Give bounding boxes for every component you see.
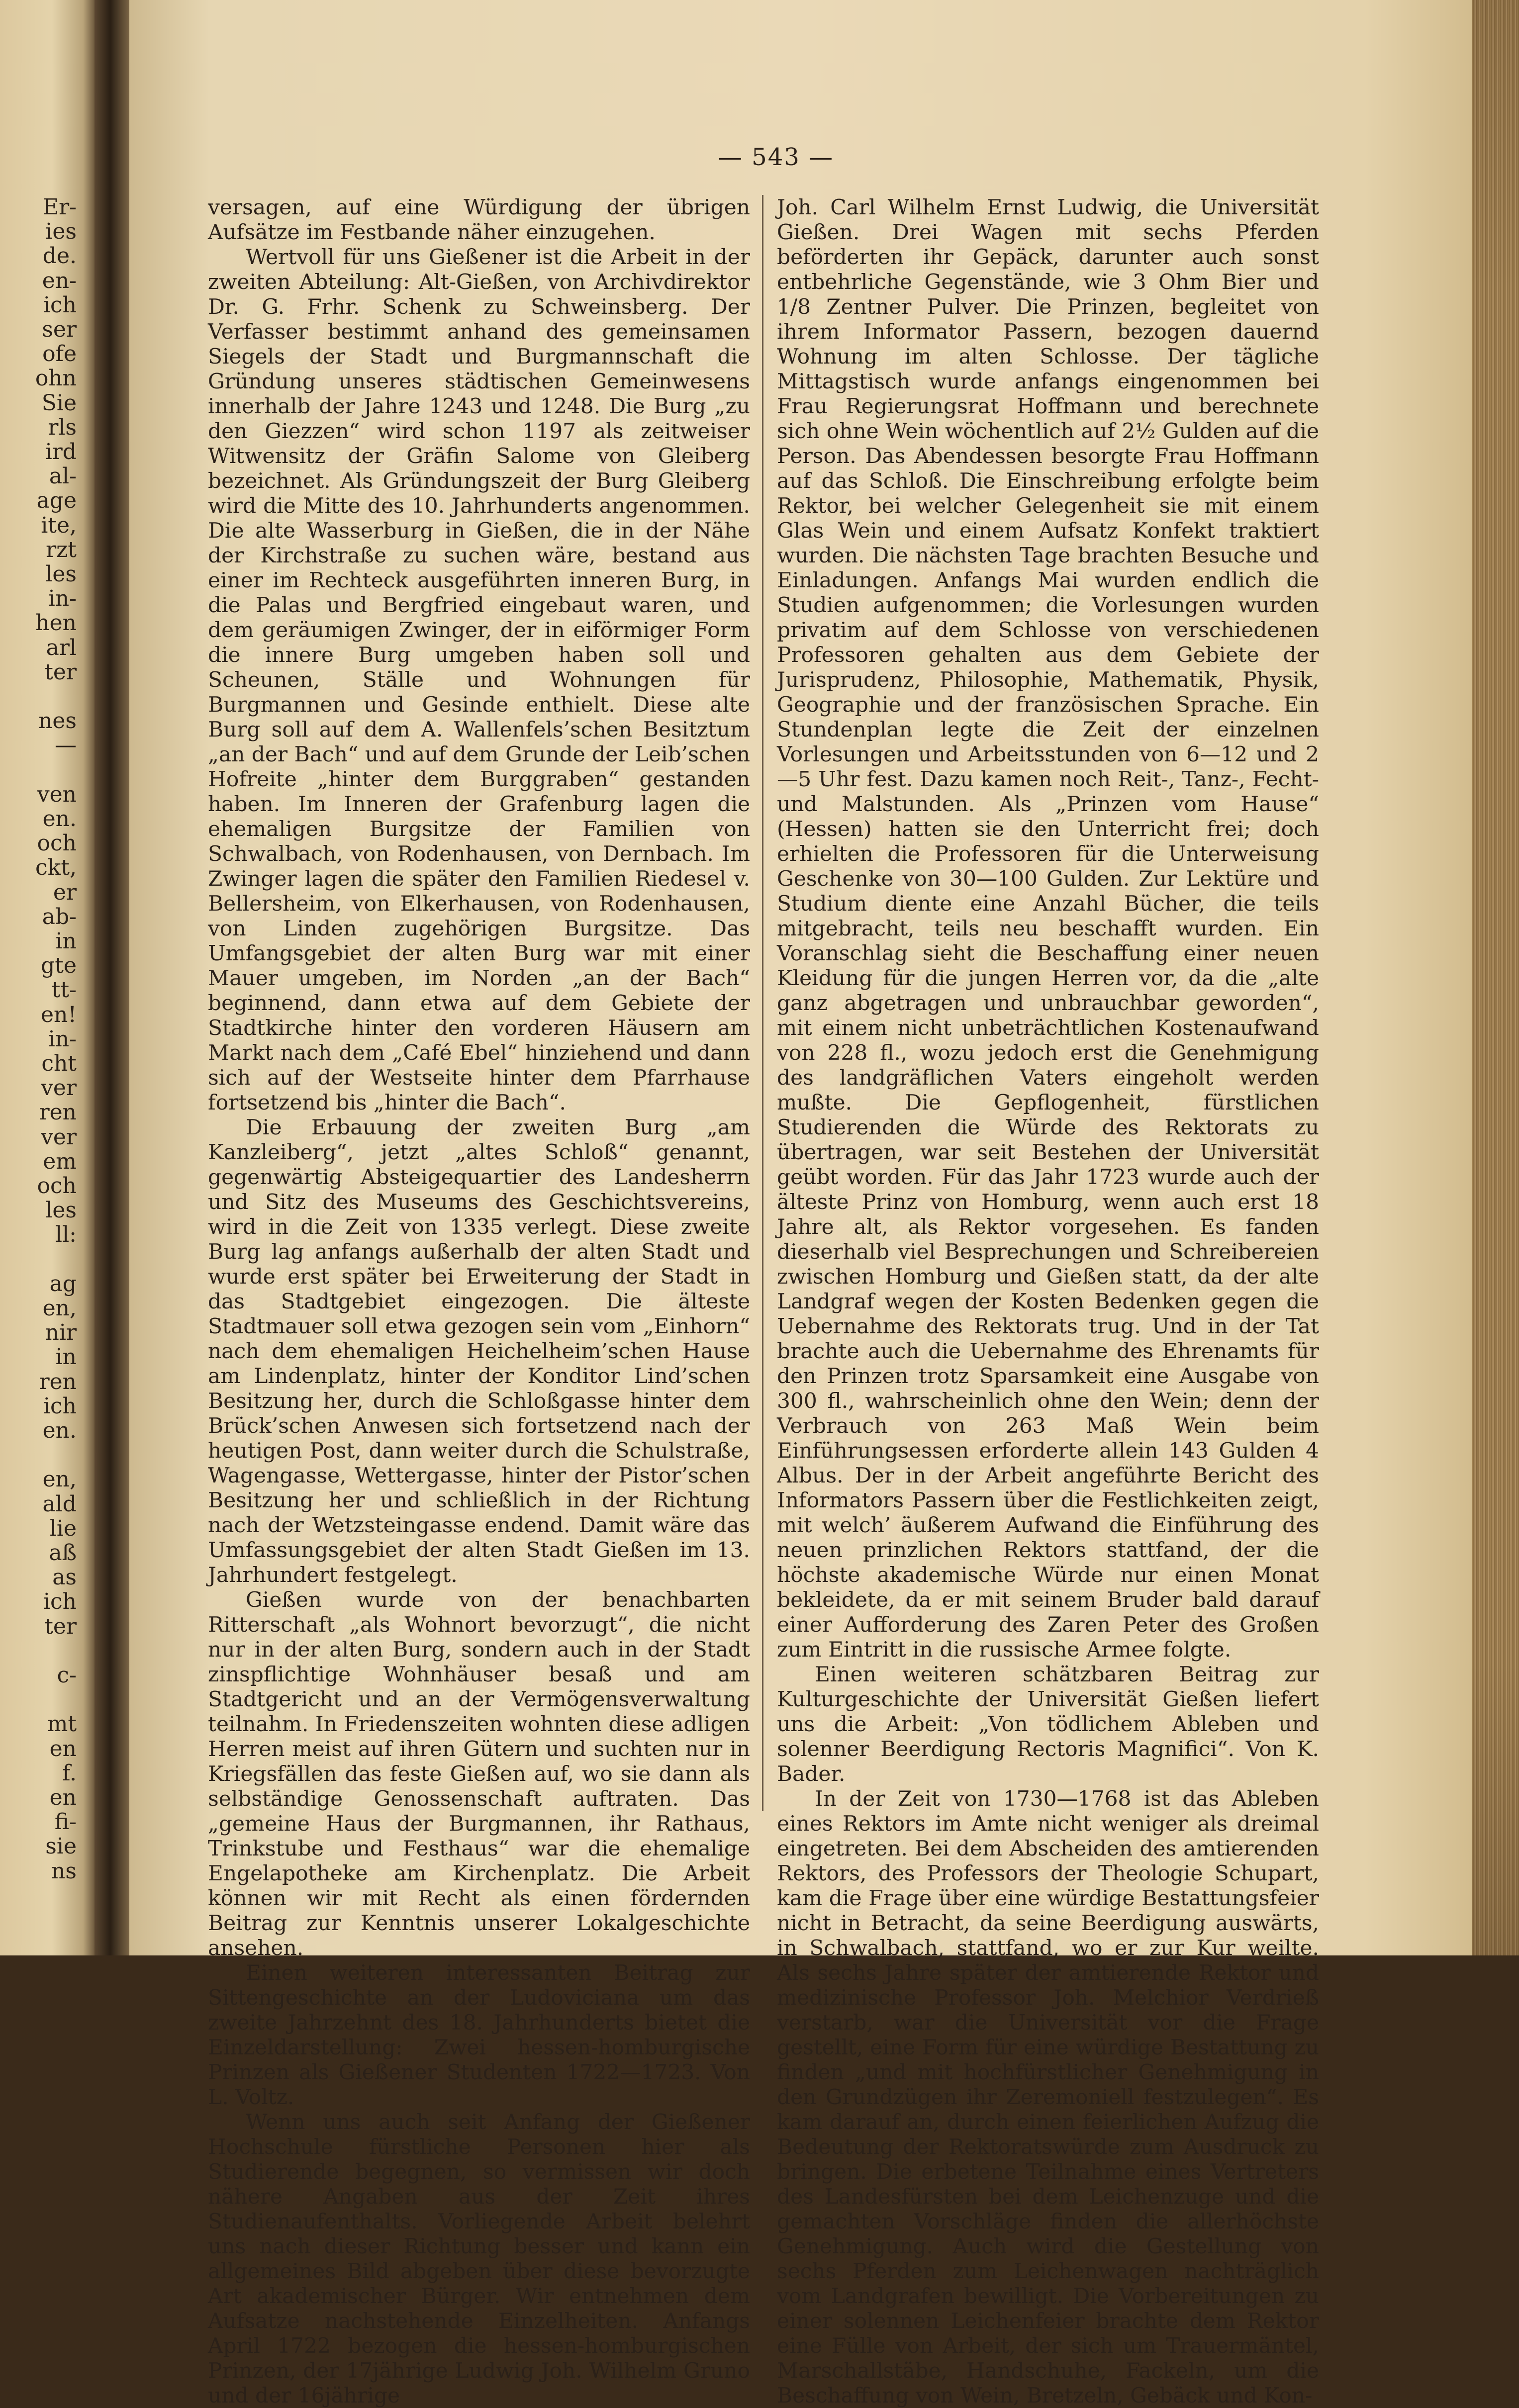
facing-page-line-fragment: ald [42,1491,77,1517]
facing-page-line-fragment: ofe [42,341,77,367]
facing-page-line-fragment: er [53,879,77,905]
facing-page-line-fragment: en. [42,1418,77,1443]
paragraph: Wenn uns auch seit Anfang der Gießener Hochschule fürstliche Personen hier als Studierende begegnen, so vermissen wir doch nähere Angaben aus der Zeit ihres Studienaufenthalts. Vorliegende Arbeit belehrt uns nach dieser Richtung besser und kann ein allgemeines Bild abgeben über diese bevorzugte Art akademischer Bürger. Wir entnehmen dem Aufsatze nachstehende Einzelheiten. Anfangs April 1722 bezogen die hessen-homburgischen Prinzen, der 17jährige Ludwig Joh. Wilhelm Gruno und der 16jährige [208,2110,750,2408]
facing-page-line-fragment: — [55,733,77,758]
facing-page-line-fragment: les [45,561,77,587]
facing-page-line-fragment: ite, [41,512,77,538]
paragraph: Einen weiteren interessanten Beitrag zur Sittengeschichte an der Ludoviciana um das zweite Jahrzehnt des 18. Jahrhunderts bietet die Einzeldarstellung: Zwei hessen-homburgische Prinzen als Gießener Studenten 1722—1723. Von L. Voltz. [208,1960,750,2109]
paragraph: Gießen wurde von der benachbarten Ritterschaft „als Wohnort bevorzugt“, die nicht nur in der alten Burg, sondern auch in der Stadt zinspflichtige Wohnhäuser besaß und am Stadtgericht und an der Vermögensverwaltung teilnahm. In Friedenszeiten wohnten diese adligen Herren meist auf ihren Gütern und suchten nur in Kriegsfällen das feste Gießen auf, wo sie dann als selbständige Genossenschaft auftraten. Das „gemeine Haus der Burgmannen, ihr Rathaus, Trinkstube und Festhaus“ war die ehemalige Engelapotheke am Kirchenplatz. Die Arbeit können wir mit Recht als einen fördernden Beitrag zur Kenntnis unserer Lokalgeschichte ansehen. [208,1587,750,1960]
facing-page-line-fragment: in [55,928,77,954]
facing-page-line-fragment: Sie [41,390,77,416]
facing-page-line-fragment: ser [42,317,77,342]
facing-page-line-fragment: f. [62,1760,77,1786]
book-gutter [95,0,129,1955]
facing-page-line-fragment: ich [43,292,77,318]
text-column-right [777,195,1319,2408]
facing-page-line-fragment: aß [49,1540,77,1566]
facing-page-line-fragment: in- [48,1026,77,1052]
facing-page-line-fragment: ns [51,1858,77,1884]
paragraph: In der Zeit von 1730—1768 ist das Ableben eines Rektors im Amte nicht weniger als dreimal eingetreten. Bei dem Abscheiden des amtierenden Rektors, des Professors der Theologie Schupart, kam die Frage über eine würdige Bestattungsfeier nicht in Betracht, da seine Beerdigung auswärts, in Schwalbach, stattfand, wo er zur Kur weilte. Als sechs Jahre später der amtierende Rektor und medizinische Professor Joh. Melchior Verdrieß verstarb, war die Universität vor die Frage gestellt, eine Form für eine würdige Bestattung zu finden „und mit hochfürstlicher Genehmigung in den Grundzügen ihr Zeremoniell festzulegen“. Es kam darauf an, durch einen feierlichen Aufzug die Bedeutung der Rektoratswürde zum Ausdruck zu bringen. Die erbetene Teilnahme eines Vertreters des Landesfürsten bei dem Leichenzuge und die gemachten Vorschläge finden die allerhöchste Genehmigung. Auch wird die Gestellung von sechs Pferden zum Leichenwagen nachträglich vom Landgrafen bewilligt. Die Vorbereitungen zu einer solennen Leichenfeier brachte dem Rektor eine Fülle von Arbeit, der sich um Trauermäntel, Marschallstäbe, Handschuhe, Fackeln, um die Beschaffung von Wein, Bretzeln, Gebäck und Kon- [777,1786,1319,2408]
facing-page-line-fragment: ckt, [35,855,77,881]
facing-page-line-fragment: en, [42,1296,77,1321]
facing-page-line-fragment: och [37,831,77,856]
facing-page-line-fragment: nes [38,708,77,734]
facing-page-line-fragment: ven [37,781,77,807]
facing-page-line-fragment: ren [39,1100,77,1125]
facing-page-line-fragment: ies [45,219,77,245]
facing-page-line-fragment: c- [57,1663,77,1688]
facing-page-left [0,0,95,1955]
facing-page-line-fragment: ich [43,1393,77,1419]
facing-page-line-fragment: lie [49,1515,77,1541]
facing-page-line-fragment: ter [44,1613,77,1639]
facing-page-line-fragment: ter [44,659,77,685]
facing-page-line-fragment: ll: [55,1222,77,1248]
paragraph: Wertvoll für uns Gießener ist die Arbeit in der zweiten Abteilung: Alt-Gießen, von Archivdirektor Dr. G. Frhr. Schenk zu Schweinsberg. Der Verfasser bestimmt anhand des gemeinsamen Siegels der Stadt und Burgmannschaft die Gründung unseres städtischen Gemeinwesens innerhalb der Jahre 1243 und 1248. Die Burg „zu den Giezzen“ wird schon 1197 als zeitweiser Witwensitz der Gräfin Salome von Gleiberg bezeichnet. Als Gründungszeit der Burg Gleiberg wird die Mitte des 10. Jahrhunderts angenommen. Die alte Wasserburg in Gießen, die in der Nähe der Kirchstraße zu suchen wäre, bestand aus einer im Rechteck ausgeführten inneren Burg, in die Palas und Bergfried eingebaut waren, und dem geräumigen Zwinger, der in eiförmiger Form die innere Burg umgeben haben soll und Scheunen, Ställe und Wohnungen für Burgmannen und Gesinde enthielt. Diese alte Burg soll auf dem A. Wallenfels’schen Besitztum „an der Bach“ und auf dem Grunde der Leib’schen Hofreite „hinter dem Burggraben“ gestanden haben. Im Inneren der Grafenburg lagen die ehemaligen Burgsitze der Familien von Schwalbach, von Rodenhausen, von Dernbach. Im Zwinger lagen die später den Familien Riedesel v. Bellersheim, von Elkerhausen, von Rodenhausen, von Linden zugehörigen Burgsitze. Das Umfangsgebiet der alten Burg war mit einer Mauer umgeben, im Norden „an der Bach“ beginnend, dann etwa auf dem Gebiete der Stadtkirche hinter den vorderen Häusern am Markt nach dem „Café Ebel“ hinziehend und dann sich auf der Westseite hinter dem Pfarrhause fortsetzend bis „hinter die Bach“. [208,245,750,1114]
facing-page-line-fragment: tt- [51,977,77,1003]
paragraph: Joh. Carl Wilhelm Ernst Ludwig, die Universität Gießen. Drei Wagen mit sechs Pferden beförderten ihr Gepäck, darunter auch sonst entbehrliche Gegenstände, wie 3 Ohm Bier und 1/8 Zentner Pulver. Die Prinzen, begleitet von ihrem Informator Passern, bezogen dauernd Wohnung im alten Schlosse. Der tägliche Mittagstisch wurde anfangs eingenommen bei Frau Regierungsrat Hoffmann und berechnete sich ohne Wein wöchentlich auf 2½ Gulden auf die Person. Das Abendessen besorgte Frau Hoffmann auf das Schloß. Die Einschreibung erfolgte beim Rektor, bei welcher Gelegenheit sie mit einem Glas Wein und einem Aufsatz Konfekt traktiert wurden. Die nächsten Tage brachten Besuche und Einladungen. Anfangs Mai wurden endlich die Studien aufgenommen; die Vorlesungen wurden privatim auf dem Schlosse von verschiedenen Professoren gehalten aus dem Gebiete der Jurisprudenz, Philosophie, Mathematik, Physik, Geographie und der französischen Sprache. Ein Stundenplan legte die Zeit der einzelnen Vorlesungen und Arbeitsstunden von 6—12 und 2—5 Uhr fest. Dazu kamen noch Reit-, Tanz-, Fecht- und Malstunden. Als „Prinzen vom Hause“ (Hessen) hatten sie den Unterricht frei; doch erhielten die Professoren für die Unterweisung Geschenke von 30—100 Gulden. Zur Lektüre und Studium diente eine Anzahl Bücher, die teils mitgebracht, teils neu beschafft wurden. Ein Voranschlag sieht die Beschaffung einer neuen Kleidung für die jungen Herren vor, da die „alte ganz abgetragen und unbrauchbar geworden“, mit einem nicht unbeträchtlichen Kostenaufwand von 228 fl., wozu jedoch erst die Genehmigung des landgräflichen Vaters eingeholt werden mußte. Die Gepflogenheit, fürstlichen Studierenden die Würde des Rektorats zu übertragen, war seit Bestehen der Universität geübt worden. Für das Jahr 1723 wurde auch der älteste Prinz von Homburg, wenn auch erst 18 Jahre alt, als Rektor vorgesehen. Es fanden dieserhalb viel Besprechungen und Schreibereien zwischen Homburg und Gießen statt, da der alte Landgraf wegen der Kosten Bedenken gegen die Uebernahme des Rektorats trug. Und in der Tat brachte auch die Uebernahme des Ehrenamts für den Prinzen trotz Sparsamkeit eine Ausgabe von 300 fl., wahrscheinlich ohne den Wein; denn der Verbrauch von 263 Maß Wein beim Einführungsessen erforderte allein 143 Gulden 4 Albus. Der in der Arbeit angeführte Bericht des Informators Passern über die Festlichkeiten zeigt, mit welch’ äußerem Aufwand die Einführung des neuen prinzlichen Rektors stattfand, der die höchste akademische Würde nur einen Monat bekleidete, da er mit seinem Bruder bald darauf einer Aufforderung des Zaren Peter des Großen zum Eintritt in die russische Armee folgte. [777,195,1319,1662]
facing-page-line-fragment: en [49,1785,77,1810]
facing-page-line-fragment: rls [48,414,77,440]
facing-page-line-fragment: mt [47,1711,77,1737]
text-column-left [208,195,750,2408]
facing-page-line-fragment: les [45,1198,77,1223]
facing-page-line-fragment: en [49,1736,77,1761]
facing-page-line-fragment: al- [49,463,77,489]
facing-page-line-fragment: hen [35,610,77,636]
facing-page-line-fragment: cht [41,1051,77,1076]
facing-page-line-fragment: gte [41,953,77,979]
facing-page-line-fragment: rzt [46,537,77,562]
facing-page-line-fragment: ohn [35,366,77,391]
facing-page-line-fragment: fi- [54,1809,77,1835]
facing-page-line-fragment: in- [48,586,77,612]
facing-page-line-fragment: ab- [42,904,77,929]
facing-page-line-fragment: age [36,488,77,514]
facing-page-line-fragment: en- [42,268,77,293]
column-divider [762,195,763,1811]
facing-page-line-fragment: en! [40,1002,77,1027]
facing-page-line-fragment: de. [42,243,77,269]
facing-page-line-fragment: em [43,1148,77,1174]
paragraph: Einen weiteren schätzbaren Beitrag zur Kulturgeschichte der Universität Gießen liefert uns die Arbeit: „Von tödlichem Ableben und solenner Beerdigung Rectoris Magnifici“. Von K. Bader. [777,1662,1319,1786]
facing-page-line-fragment: ich [43,1589,77,1615]
paragraph: versagen, auf eine Würdigung der übrigen Aufsätze im Festbande näher einzugehen. [208,195,750,244]
facing-page-line-fragment: arl [46,635,77,660]
facing-page-line-fragment: ren [39,1369,77,1394]
facing-page-line-fragment: in [55,1344,77,1370]
facing-page-line-fragment: ag [49,1271,77,1297]
facing-page-line-fragment: ver [41,1124,77,1150]
facing-page-line-fragment: nir [45,1320,77,1346]
book-page-edges [1472,0,1519,1955]
facing-page-line-fragment: ird [45,439,77,464]
paragraph: Die Erbauung der zweiten Burg „am Kanzleiberg“, jetzt „altes Schloß“ genannt, gegenwärtig Absteigequartier des Landesherrn und Sitz des Museums des Geschichtsvereins, wird in die Zeit von 1335 verlegt. Diese zweite Burg lag anfangs außerhalb der alten Stadt und wurde erst später bei Erweiterung der Stadt in das Stadtgebiet eingezogen. Die älteste Stadtmauer soll etwa gezogen sein vom „Einhorn“ nach dem ehemaligen Heichelheim’schen Hause am Lindenplatz, hinter der Konditor Lind’schen Besitzung her, durch die Schloßgasse hinter dem Brück’schen Anwesen sich fortsetzend nach der heutigen Post, dann weiter durch die Schulstraße, Wagengasse, Wettergasse, hinter der Pistor’schen Besitzung her und schließlich in der Richtung nach der Wetzsteingasse endend. Damit wäre das Umfassungsgebiet der alten Stadt Gießen im 13. Jahrhundert festgelegt. [208,1115,750,1587]
page-number: — 543 — [718,143,834,171]
facing-page-line-fragment: as [52,1565,77,1590]
facing-page-line-fragment: en. [42,806,77,832]
facing-page-line-fragment: och [37,1173,77,1199]
facing-page-line-fragment: en, [42,1467,77,1492]
facing-page-line-fragment: Er- [42,194,77,220]
facing-page-line-fragment: sie [45,1834,77,1859]
facing-page-line-fragment: ver [41,1075,77,1101]
